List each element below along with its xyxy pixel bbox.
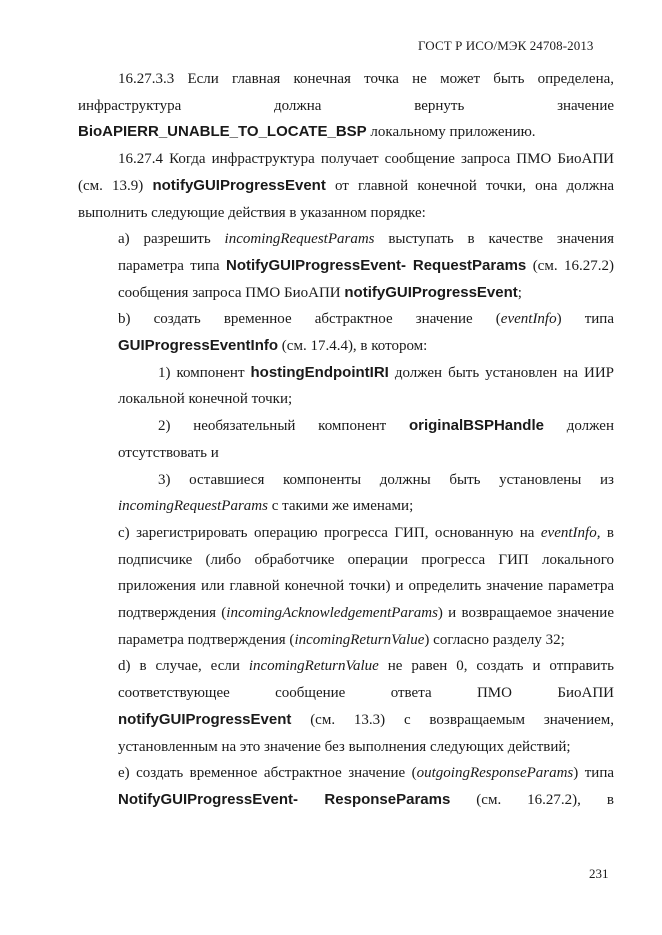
code-term: NotifyGUIProgressEvent- RequestParams	[226, 256, 527, 274]
code-term: NotifyGUIProgressEvent- ResponseParams	[118, 790, 451, 808]
code-term: notifyGUIProgressEvent	[152, 176, 326, 194]
code-term: notifyGUIProgressEvent	[344, 283, 518, 301]
italic-term: incomingRequestParams	[118, 498, 268, 515]
italic-term: incomingAcknowledgementParams	[226, 605, 438, 622]
code-term: hostingEndpointIRI	[250, 363, 389, 381]
item-text: e) создать временное абстрактное значение (	[118, 765, 417, 782]
italic-term: outgoingResponseParams	[416, 765, 574, 782]
sub-item-3	[78, 467, 614, 520]
item-text: ;	[517, 284, 522, 301]
code-term: GUIProgressEventInfo	[118, 337, 279, 355]
italic-term: incomingRequestParams	[224, 231, 375, 248]
item-text: (см. 13.3) с возвращаемым значением, установленным на это значение без выполнения следующих действий;	[118, 711, 614, 755]
item-text: должен отсутствовать и	[118, 418, 614, 461]
italic-term: eventInfo	[500, 311, 557, 328]
italic-term: incomingReturnValue	[294, 631, 425, 648]
code-term: notifyGUIProgressEvent	[118, 710, 292, 728]
paragraph-text: 16.27.4 Когда инфраструктура получает сообщение запроса ПМО БиоАПИ (см. 13.9)	[78, 151, 614, 194]
item-text: d) в случае, если	[118, 658, 249, 675]
item-text: не равен 0, создать и отправить соответствующее сообщение ответа ПМО БиоАПИ	[118, 658, 614, 702]
item-text: выступать в качестве значения параметра типа	[118, 231, 614, 274]
paragraph-16-27-3-3	[78, 66, 614, 146]
item-text: a) разрешить	[118, 231, 225, 248]
list-item-b	[78, 306, 614, 359]
item-text: в подписчике (либо обработчике операции прогресса ГИП локального приложения или главной конечной точки) и определить значение параметра подтверждения (	[118, 524, 614, 622]
item-text: (см. 16.27.2) сообщения запроса ПМО БиоАПИ	[118, 257, 614, 301]
paragraph-text: от главной конечной точки, она должна выполнить следующие действия в указанном порядке:	[78, 177, 615, 221]
list-item-c	[78, 520, 614, 654]
paragraph-text: 16.27.3.3 Если главная конечная точка не может быть определена, инфраструктура должна вернуть значение	[78, 71, 614, 114]
item-text: должен быть установлен на ИИР локальной конечной точки;	[118, 364, 614, 408]
list-item-e	[78, 760, 614, 813]
item-text: 1) компонент	[158, 364, 251, 381]
item-text: 2) необязательный компонент	[158, 418, 409, 435]
item-text: b) создать временное абстрактное значение (	[118, 311, 501, 328]
item-text: ) типа	[556, 311, 614, 328]
sub-item-2	[78, 413, 614, 466]
item-text: c) зарегистрировать операцию прогресса ГИП, основанную на	[118, 524, 541, 541]
sub-item-1	[78, 360, 614, 413]
list-item-a	[78, 226, 614, 306]
document-header: ГОСТ Р ИСО/МЭК 24708-2013	[418, 38, 594, 53]
item-text: (см. 17.4.4), в котором:	[278, 338, 428, 355]
item-text: ) согласно разделу 32;	[424, 631, 565, 648]
item-text: с такими же именами;	[267, 498, 414, 515]
error-code: BioAPIERR_UNABLE_TO_LOCATE_BSP	[78, 123, 367, 141]
paragraph-16-27-4	[78, 146, 614, 226]
paragraph-text: локальному приложению.	[366, 124, 536, 141]
item-text: 3) оставшиеся компоненты должны быть установлены из	[158, 471, 614, 488]
item-text: (см. 16.27.2), в	[450, 791, 614, 808]
italic-term: eventInfo,	[540, 524, 601, 541]
document-body	[78, 66, 614, 814]
italic-term: incomingReturnValue	[248, 658, 379, 675]
item-text: ) типа	[573, 765, 614, 782]
item-text: ) и возвращаемое значение параметра подтверждения (	[118, 605, 614, 648]
page-number: 231	[589, 866, 609, 881]
list-item-d	[78, 653, 614, 760]
code-term: originalBSPHandle	[408, 417, 544, 435]
